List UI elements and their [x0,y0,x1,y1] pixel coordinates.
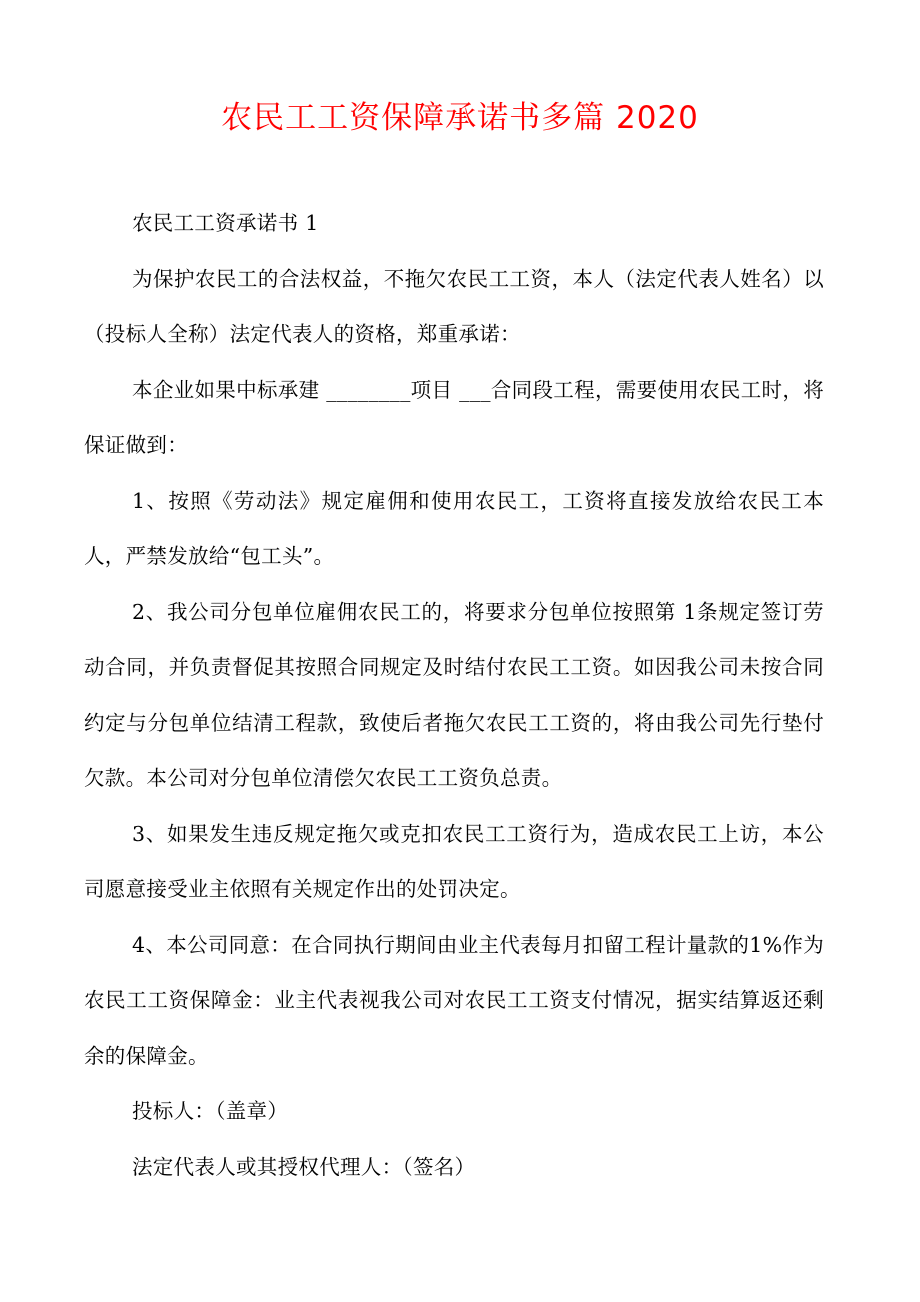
signature-bidder: 投标人：（盖章） [132,1099,289,1123]
document-title: 农民工工资保障承诺书多篇 2020 [221,100,699,136]
paragraph-clause-3: 3、如果发生违反规定拖欠或克扣农民工工资行为，造成农民工上访，本公司愿意接受业主依照有关规定作出的处罚决定。 [84,821,824,901]
signature-representative: 法定代表人或其授权代理人：（签名） [132,1154,476,1179]
paragraph-clause-2: 2、我公司分包单位雇佣农民工的，将要求分包单位按照第 1条规定签订劳动合同，并负责督促其按照合同规定及时结付农民工工资。如因我公司未按合同约定与分包单位结清工程款，致使后者拖欠农民工工资的，将由我公司先行垫付欠款。本公司对分包单位清偿欠农民工工资负总责。 [84,599,824,790]
paragraph-clause-4: 4、本公司同意：在合同执行期间由业主代表每月扣留工程计量款的1%作为农民工工资保障金：业主代表视我公司对农民工工资支付情况，据实结算返还剩余的保障金。 [84,932,824,1068]
document-body [84,196,824,1195]
paragraph-clause-1: 1、按照《劳动法》规定雇佣和使用农民工，工资将直接发放给农民工本人，严禁发放给“包工头”。 [84,488,824,568]
section-heading: 农民工工资承诺书 1 [132,211,319,235]
paragraph-project: 本企业如果中标承建 ________项目 ___合同段工程，需要使用农民工时，将保证做到： [84,377,824,457]
paragraph-intro: 为保护农民工的合法权益，不拖欠农民工工资，本人（法定代表人姓名）以（投标人全称）法定代表人的资格，郑重承诺： [84,266,824,346]
